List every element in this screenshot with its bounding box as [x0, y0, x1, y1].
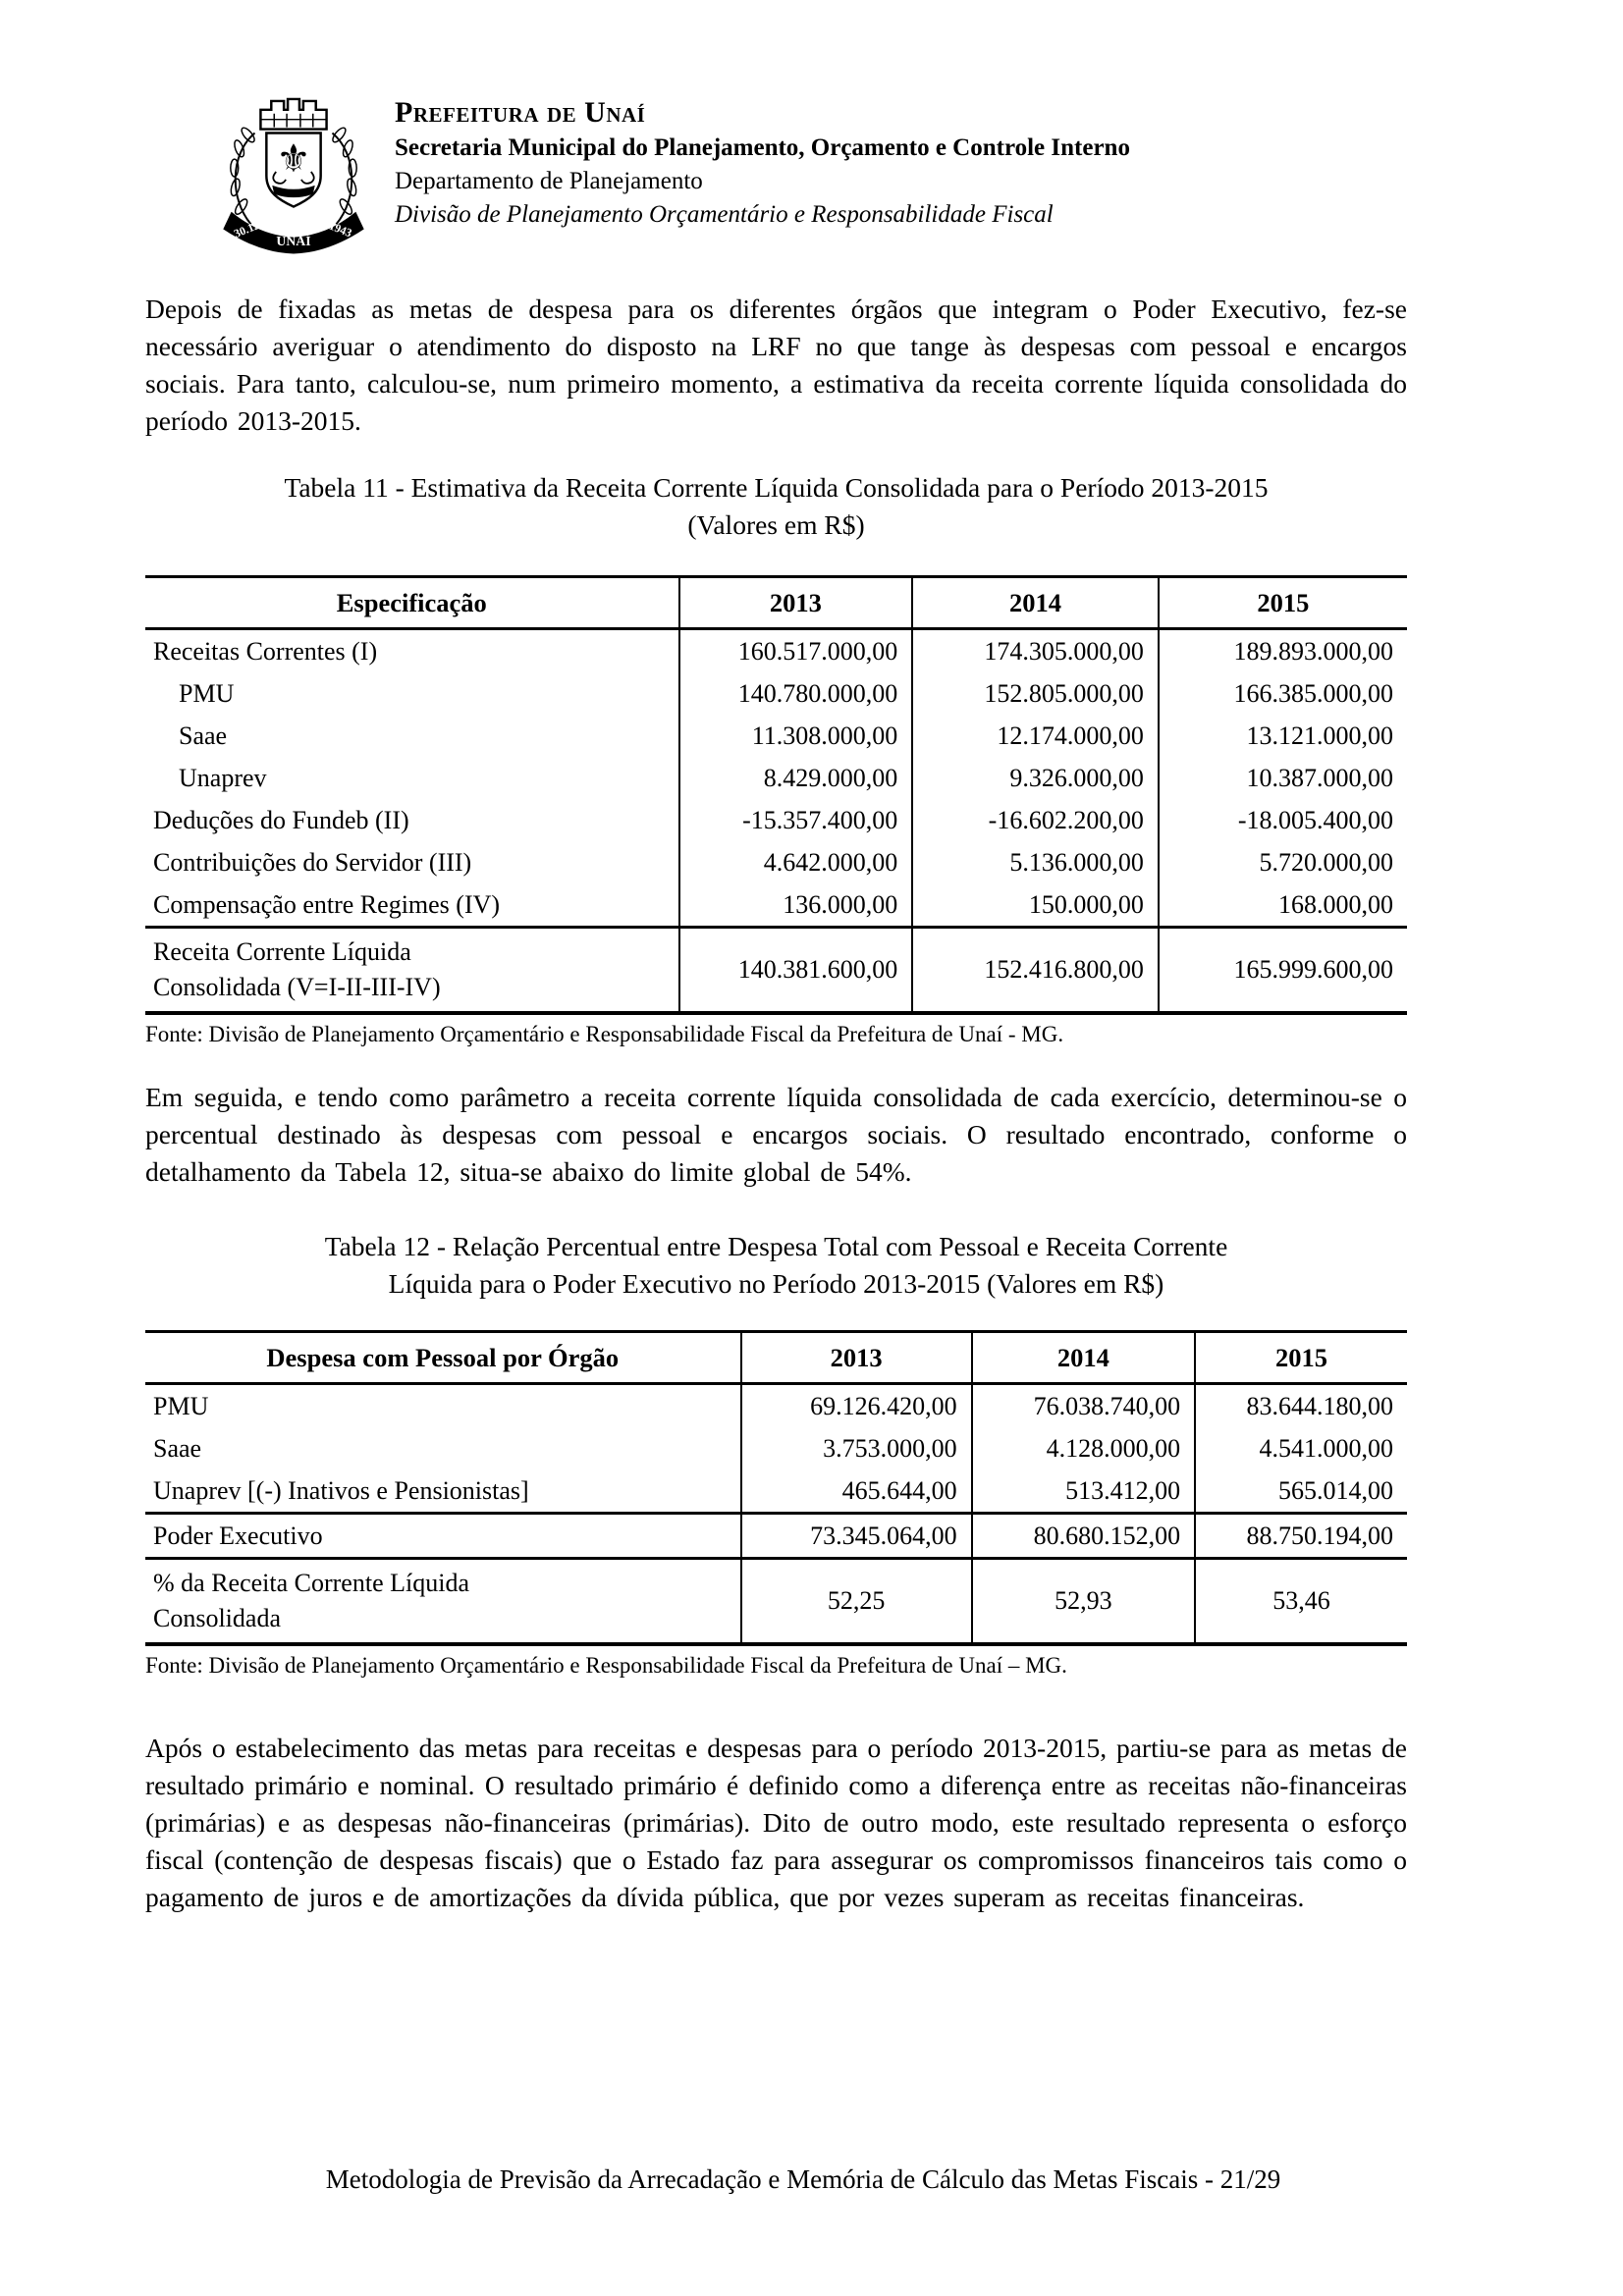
value-2013: 3.753.000,00 — [741, 1427, 972, 1469]
table11-caption-line1: Tabela 11 - Estimativa da Receita Corrente Líquida Consolidada para o Período 2013-2015 — [284, 472, 1269, 503]
table-row — [145, 1384, 1407, 1428]
value-2013: 8.429.000,00 — [679, 757, 913, 799]
value-2014: 513.412,00 — [972, 1469, 1195, 1514]
table12-col-orgao: Despesa com Pessoal por Órgão — [145, 1332, 741, 1384]
subtotal-row — [145, 1514, 1407, 1559]
letterhead — [145, 90, 1407, 255]
row-label: Poder Executivo — [145, 1514, 741, 1559]
value-2014: 9.326.000,00 — [912, 757, 1159, 799]
table11-header-row — [145, 577, 1407, 629]
table-row — [145, 1469, 1407, 1514]
value-2014: 4.128.000,00 — [972, 1427, 1195, 1469]
value-2014: 150.000,00 — [912, 883, 1159, 928]
value-2015: 4.541.000,00 — [1195, 1427, 1407, 1469]
row-label: PMU — [179, 678, 235, 708]
table12-source: Fonte: Divisão de Planejamento Orçamentário e Responsabilidade Fiscal da Prefeitura de Unaí – MG. — [145, 1653, 1067, 1678]
table12-col-2013: 2013 — [741, 1332, 972, 1384]
letterhead-text — [395, 90, 1130, 232]
value-2015: 189.893.000,00 — [1159, 629, 1407, 673]
value-2013: 52,25 — [741, 1559, 972, 1645]
unai-coat-of-arms-icon — [216, 90, 371, 255]
table-row — [145, 883, 1407, 928]
value-2015: 83.644.180,00 — [1195, 1384, 1407, 1428]
total-row — [145, 928, 1407, 1014]
value-2015: 165.999.600,00 — [1159, 928, 1407, 1014]
value-2014: 12.174.000,00 — [912, 715, 1159, 757]
value-2015: 5.720.000,00 — [1159, 841, 1407, 883]
value-2015: 10.387.000,00 — [1159, 757, 1407, 799]
ribbon-date-right: 1943 — [327, 218, 354, 240]
value-2013: 160.517.000,00 — [679, 629, 913, 673]
ribbon-banner-text: UNAÍ — [276, 234, 311, 249]
value-2014: 52,93 — [972, 1559, 1195, 1645]
value-2015: 53,46 — [1195, 1559, 1407, 1645]
table11-col-2014: 2014 — [912, 577, 1159, 629]
table12-col-2014: 2014 — [972, 1332, 1195, 1384]
table-row — [145, 629, 1407, 673]
value-2013: 4.642.000,00 — [679, 841, 913, 883]
value-2014: 80.680.152,00 — [972, 1514, 1195, 1559]
table12-col-2015: 2015 — [1195, 1332, 1407, 1384]
value-2013: 136.000,00 — [679, 883, 913, 928]
secretariat-line: Secretaria Municipal do Planejamento, Orçamento e Controle Interno — [395, 134, 1130, 161]
row-label: Saae — [179, 721, 228, 750]
table-row — [145, 841, 1407, 883]
value-2015: 13.121.000,00 — [1159, 715, 1407, 757]
row-label: Deduções do Fundeb (II) — [153, 805, 409, 834]
value-2014: 152.416.800,00 — [912, 928, 1159, 1014]
value-2014: 76.038.740,00 — [972, 1384, 1195, 1428]
paragraph-1: Depois de fixadas as metas de despesa para os diferentes órgãos que integram o Poder Executivo, fez-se necessário averiguar o atendimento do disposto na LRF no que tange às despesas com pessoal e encargos sociais. Para tanto, calculou-se, num primeiro momento, a estimativa da receita corrente líquida consolidada do período 2013-2015. — [145, 294, 1407, 436]
value-2013: 73.345.064,00 — [741, 1514, 972, 1559]
table11-source: Fonte: Divisão de Planejamento Orçamentário e Responsabilidade Fiscal da Prefeitura de Unaí - MG. — [145, 1022, 1064, 1046]
value-2014: 174.305.000,00 — [912, 629, 1159, 673]
value-2013: 11.308.000,00 — [679, 715, 913, 757]
value-2015: 88.750.194,00 — [1195, 1514, 1407, 1559]
table11-caption-line2: (Valores em R$) — [687, 509, 865, 540]
table-row — [145, 1427, 1407, 1469]
percent-row — [145, 1559, 1407, 1645]
row-label — [145, 928, 679, 1014]
table11-caption — [145, 469, 1407, 544]
value-2013: 465.644,00 — [741, 1469, 972, 1514]
table11-col-2015: 2015 — [1159, 577, 1407, 629]
org-name: Prefeitura de Unaí — [395, 96, 646, 129]
ribbon-date-left: 30.12 — [232, 218, 262, 240]
value-2014: 5.136.000,00 — [912, 841, 1159, 883]
value-2013: -15.357.400,00 — [679, 799, 913, 841]
row-label — [145, 1559, 741, 1645]
row-label: Compensação entre Regimes (IV) — [153, 889, 501, 919]
table12-caption-line1: Tabela 12 - Relação Percentual entre Despesa Total com Pessoal e Receita Corrente — [324, 1231, 1228, 1261]
value-2013: 140.780.000,00 — [679, 672, 913, 715]
table11 — [145, 575, 1407, 1015]
table12-header-row — [145, 1332, 1407, 1384]
table11-col-2013: 2013 — [679, 577, 913, 629]
mural-crown-icon — [260, 99, 326, 130]
division-line: Divisão de Planejamento Orçamentário e Responsabilidade Fiscal — [395, 201, 1054, 228]
page-content — [145, 0, 1407, 1916]
row-label: PMU — [153, 1391, 209, 1420]
value-2013: 140.381.600,00 — [679, 928, 913, 1014]
table-row — [145, 757, 1407, 799]
table11-col-especificacao: Especificação — [145, 577, 679, 629]
total-label-line1: Receita Corrente Líquida — [153, 937, 411, 966]
value-2015: -18.005.400,00 — [1159, 799, 1407, 841]
row-label: Contribuições do Servidor (III) — [153, 847, 472, 877]
page-footer: Metodologia de Previsão da Arrecadação e Memória de Cálculo das Metas Fiscais - 21/29 — [325, 2164, 1281, 2194]
table-row — [145, 672, 1407, 715]
value-2014: 152.805.000,00 — [912, 672, 1159, 715]
paragraph-2: Em seguida, e tendo como parâmetro a receita corrente líquida consolidada de cada exercício, determinou-se o percentual destinado às despesas com pessoal e encargos sociais. O resultado encontrado, conforme o detalhamento da Tabela 12, situa-se abaixo do limite global de 54%. — [145, 1082, 1407, 1187]
value-2014: -16.602.200,00 — [912, 799, 1159, 841]
table12 — [145, 1330, 1407, 1646]
ribbon-banner-icon — [224, 212, 363, 252]
value-2015: 168.000,00 — [1159, 883, 1407, 928]
row-label: Saae — [153, 1433, 202, 1463]
row-label: Unaprev — [179, 763, 267, 792]
table-row — [145, 715, 1407, 757]
department-line: Departamento de Planejamento — [395, 168, 703, 194]
row-label: Unaprev [(-) Inativos e Pensionistas] — [153, 1475, 529, 1505]
shield-icon — [266, 133, 320, 207]
percent-label-line1: % da Receita Corrente Líquida — [153, 1569, 469, 1597]
percent-label-line2: Consolidada — [153, 1604, 281, 1632]
table-row — [145, 799, 1407, 841]
value-2015: 166.385.000,00 — [1159, 672, 1407, 715]
table12-caption-line2: Líquida para o Poder Executivo no Período 2013-2015 (Valores em R$) — [388, 1268, 1164, 1299]
paragraph-3: Após o estabelecimento das metas para receitas e despesas para o período 2013-2015, partiu-se para as metas de resultado primário e nominal. O resultado primário é definido como a diferença entre as receitas não-financeiras (primárias) e as despesas não-financeiras (primárias). Dito de outro modo, este resultado representa o esforço fiscal (contenção de despesas fiscais) que o Estado faz para assegurar os compromissos financeiros tais como o pagamento de juros e de amortizações da dívida pública, que por vezes superam as receitas financeiras. — [145, 1733, 1407, 1912]
value-2015: 565.014,00 — [1195, 1469, 1407, 1514]
total-label-line2: Consolidada (V=I-II-III-IV) — [153, 973, 441, 1001]
row-label: Receitas Correntes (I) — [153, 636, 378, 666]
value-2013: 69.126.420,00 — [741, 1384, 972, 1428]
fleur-de-lis-icon: ⚜ — [276, 136, 311, 183]
table12-caption — [145, 1228, 1407, 1303]
